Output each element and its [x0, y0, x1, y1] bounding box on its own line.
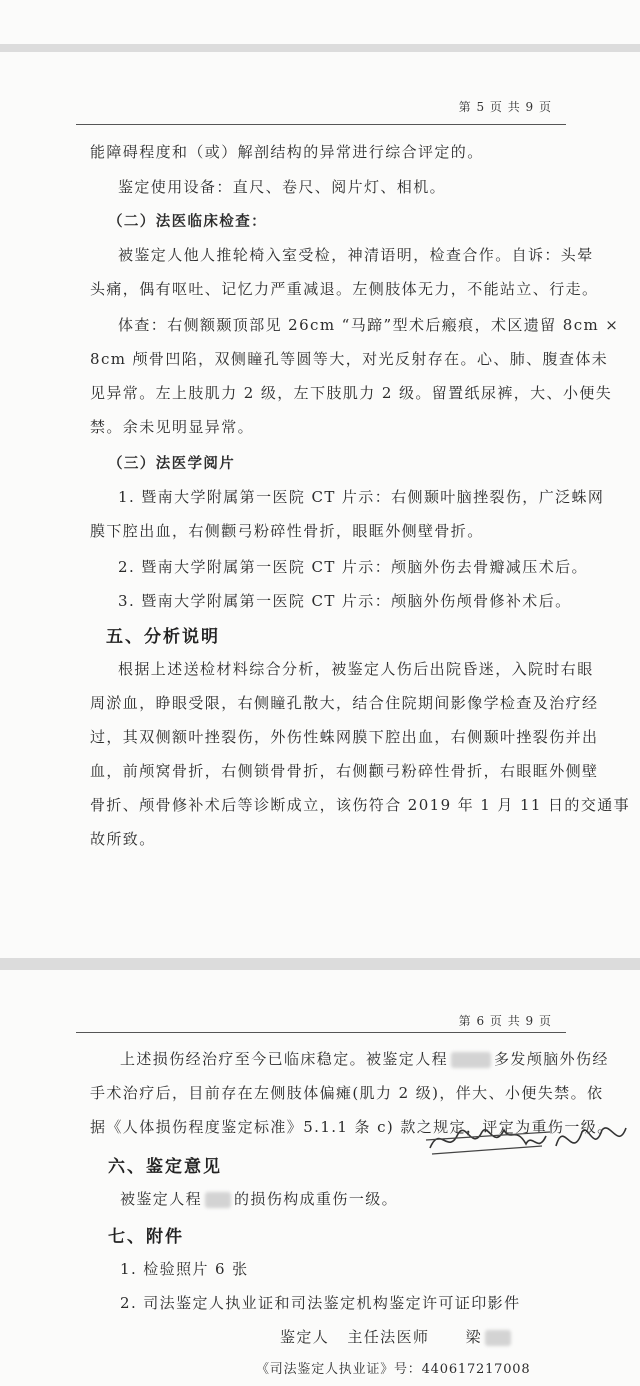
section-heading: 六、鉴定意见	[108, 1157, 222, 1177]
subsection-heading: （二）法医临床检查：	[108, 214, 267, 230]
text-line: 鉴定使用设备：直尺、卷尺、阅片灯、相机。	[118, 178, 447, 196]
document-page-5	[0, 52, 640, 958]
text-line: 禁。余未见明显异常。	[90, 418, 255, 436]
redacted-name	[451, 1052, 491, 1068]
appraiser-line	[280, 1326, 514, 1347]
text-segment: 上述损伤经治疗至今已临床稳定。被鉴定人程	[120, 1050, 449, 1068]
text-line: 能障碍程度和（或）解剖结构的异常进行综合评定的。	[90, 143, 484, 161]
text-line: 据《人体损伤程度鉴定标准》5.1.1 条 c) 款之规定，评定为重伤一级。	[90, 1118, 614, 1136]
text-line: 根据上述送检材料综合分析，被鉴定人伤后出院昏迷，入院时右眼	[118, 660, 594, 678]
text-line: 2. 司法鉴定人执业证和司法鉴定机构鉴定许可证印影件	[120, 1294, 521, 1312]
text-line: 血，前颅窝骨折，右侧锁骨骨折，右侧颧弓粉碎性骨折，右眼眶外侧壁	[90, 762, 599, 780]
text-line: 1. 检验照片 6 张	[120, 1260, 249, 1278]
text-segment: 多发颅脑外伤经	[494, 1050, 609, 1068]
text-line: 膜下腔出血，右侧颧弓粉碎性骨折，眼眶外侧壁骨折。	[90, 522, 484, 540]
header-rule	[76, 124, 566, 125]
text-line: 体查：右侧额颞顶部见 26cm “马蹄”型术后瘢痕，术区遗留 8cm ×	[118, 316, 620, 334]
text-line: 头痛，偶有呕吐、记忆力严重减退。左侧肢体无力，不能站立、行走。	[90, 280, 599, 298]
section-heading: 七、附件	[108, 1227, 184, 1247]
text-line: 手术治疗后，目前存在左侧肢体偏瘫(肌力 2 级)，伴大、小便失禁。依	[90, 1084, 604, 1102]
page-number: 第 5 页 共 9 页	[458, 100, 552, 114]
header-rule	[76, 1032, 566, 1033]
text-line: 8cm 颅骨凹陷，双侧瞳孔等圆等大，对光反射存在。心、肺、腹查体未	[90, 350, 609, 368]
redacted-name	[205, 1192, 231, 1208]
page-number: 第 6 页 共 9 页	[458, 1014, 552, 1028]
text-line	[120, 1048, 609, 1069]
appraiser-title: 主任法医师	[347, 1328, 430, 1346]
top-page-strip	[0, 0, 640, 44]
text-line: 1. 暨南大学附属第一医院 CT 片示：右侧颞叶脑挫裂伤，广泛蛛网	[118, 488, 605, 506]
text-line: 见异常。左上肢肌力 2 级，左下肢肌力 2 级。留置纸尿裤，大、小便失	[90, 384, 613, 402]
text-line: 2. 暨南大学附属第一医院 CT 片示：颅脑外伤去骨瓣减压术后。	[118, 558, 588, 576]
text-line: 过，其双侧额叶挫裂伤，外伤性蛛网膜下腔出血，右侧颞叶挫裂伤并出	[90, 728, 599, 746]
redacted-name	[485, 1330, 511, 1346]
text-line: 被鉴定人他人推轮椅入室受检，神清语明，检查合作。自诉：头晕	[118, 246, 594, 264]
subsection-heading: （三）法医学阅片	[108, 456, 236, 472]
appraiser-label: 鉴定人	[280, 1328, 330, 1346]
text-line: 3. 暨南大学附属第一医院 CT 片示：颅脑外伤颅骨修补术后。	[118, 592, 572, 610]
text-line	[120, 1188, 398, 1209]
appraiser-name: 梁	[465, 1328, 482, 1346]
license-number: 《司法鉴定人执业证》号：440617217008	[256, 1362, 531, 1377]
text-line: 故所致。	[90, 830, 156, 848]
text-line: 骨折、颅骨修补术后等诊断成立，该伤符合 2019 年 1 月 11 日的交通事	[90, 796, 631, 814]
text-segment: 被鉴定人程	[120, 1190, 203, 1208]
section-heading: 五、分析说明	[106, 627, 220, 647]
text-segment: 的损伤构成重伤一级。	[234, 1190, 399, 1208]
text-line: 周淤血，睁眼受限，右侧瞳孔散大，结合住院期间影像学检查及治疗经	[90, 694, 599, 712]
handwritten-signature	[422, 1110, 632, 1166]
document-page-6	[0, 970, 640, 1386]
